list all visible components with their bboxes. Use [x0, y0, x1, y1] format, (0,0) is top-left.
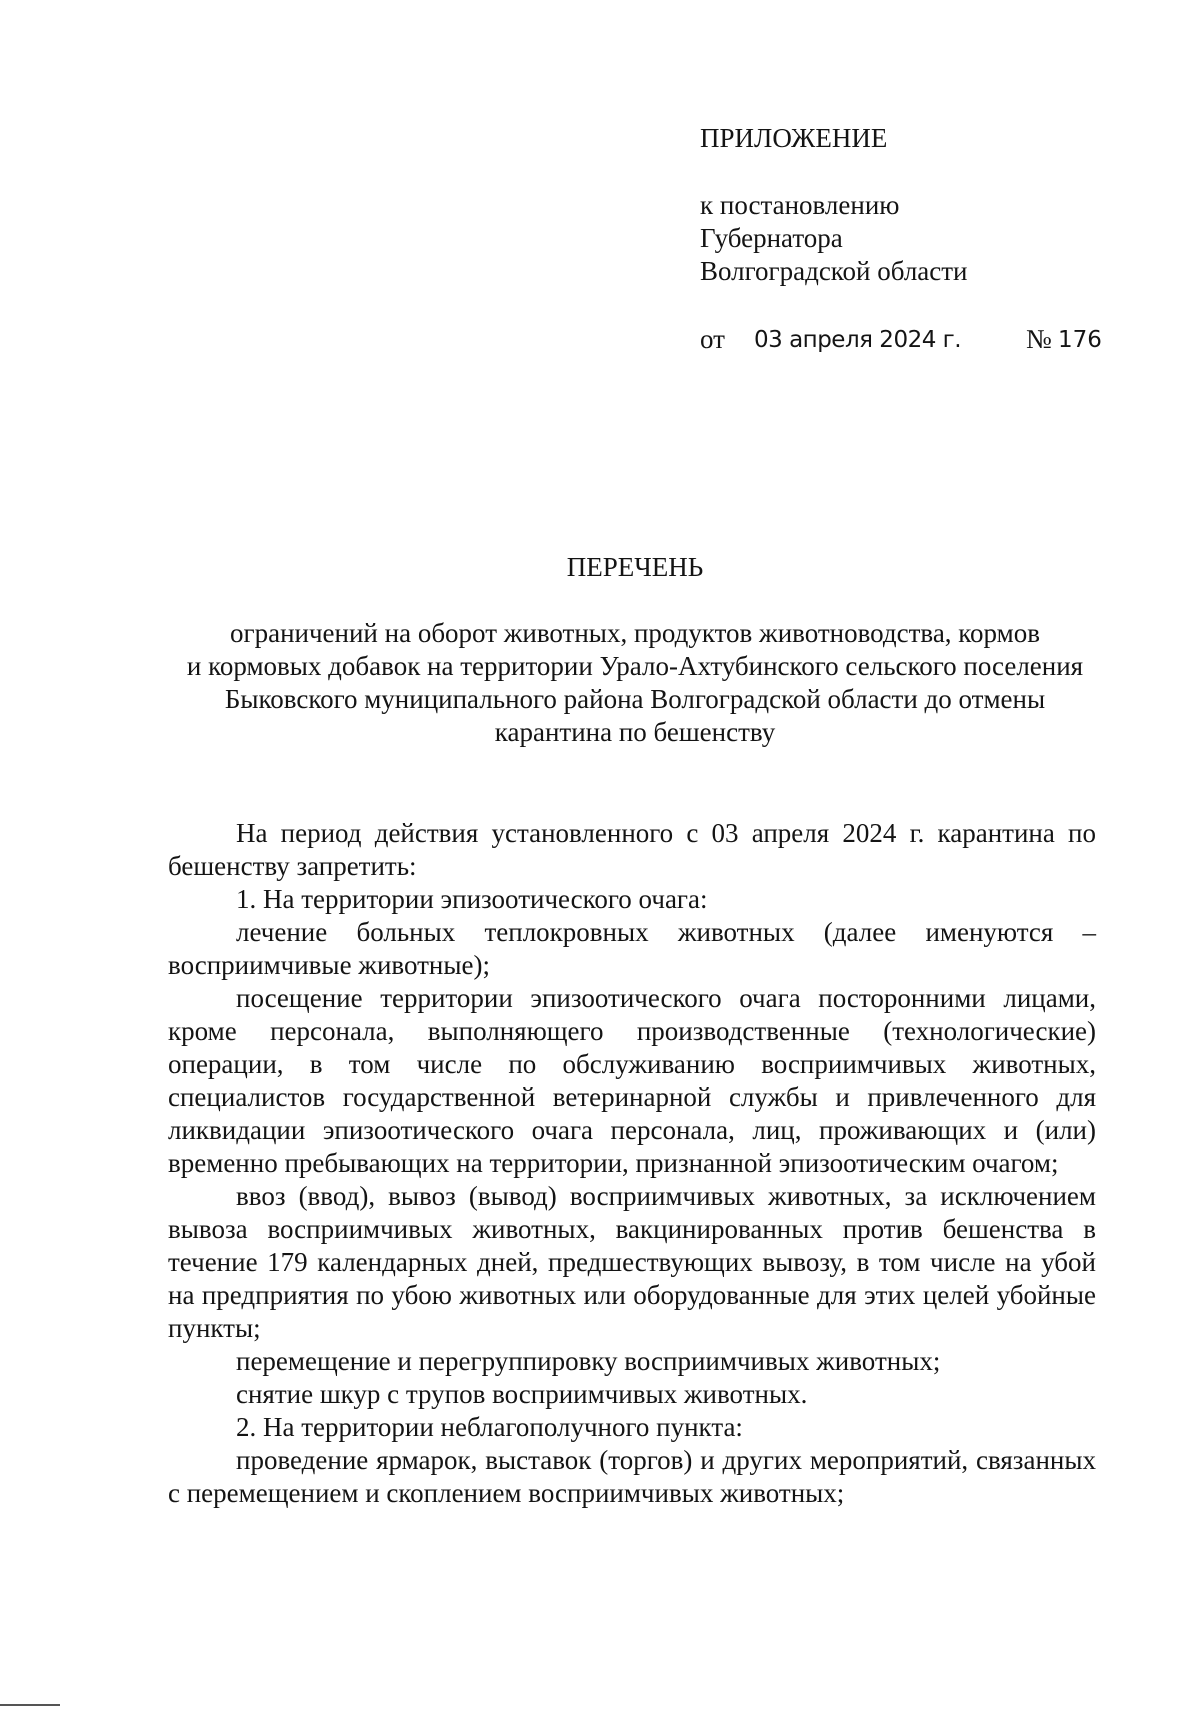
subtitle-line: ограничений на оборот животных, продуктов животноводства, кормов	[230, 618, 1040, 648]
appendix-block	[700, 122, 1160, 288]
document-body	[168, 817, 1096, 1510]
list-title: ПЕРЕЧЕНЬ	[566, 552, 704, 582]
number-sign: №	[1026, 324, 1052, 354]
section-1-title: 1. На территории эпизоотического очага:	[236, 884, 708, 914]
appendix-line-resolution: к постановлению	[700, 190, 900, 220]
section-1-item: перемещение и перегруппировку восприимчивых животных;	[236, 1346, 941, 1376]
scan-edge-mark	[0, 1704, 60, 1706]
section-2-item: проведение ярмарок, выставок (торгов) и других мероприятий, связанных с перемещением и скоплением восприимчивых животных;	[168, 1445, 1096, 1508]
subtitle-line: и кормовых добавок на территории Урало-Ахтубинского сельского поселения	[186, 651, 1084, 681]
appendix-title: ПРИЛОЖЕНИЕ	[700, 123, 888, 153]
subtitle-line: Быковского муниципального района Волгоградской области до отмены	[224, 684, 1046, 714]
section-1-item: посещение территории эпизоотического очага посторонними лицами, кроме персонала, выполняющего производственные (технологические) операции, в том числе по обслуживанию восприимчивых животных, специалистов государственной ветеринарной службы и привлеченного для ликвидации эпизоотического очага персонала, лиц, проживающих и (или) временно пребывающих на территории, признанной эпизоотическим очагом;	[168, 983, 1096, 1178]
resolution-date: 03 апреля 2024 г.	[754, 327, 962, 353]
section-2-title: 2. На территории неблагополучного пункта:	[236, 1412, 743, 1442]
section-1-item: лечение больных теплокровных животных (далее именуются – восприимчивые животные);	[168, 917, 1096, 980]
section-1-item: ввоз (ввод), вывоз (вывод) восприимчивых животных, за исключением вывоза восприимчивых животных, вакцинированных против бешенства в течение 179 календарных дней, предшествующих вывозу, в том числе на убой на предприятия по убою животных или оборудованные для этих целей убойные пункты;	[168, 1181, 1096, 1343]
list-subtitle	[160, 617, 1110, 749]
appendix-line-governor: Губернатора	[700, 223, 843, 253]
resolution-date-line	[700, 324, 1100, 360]
resolution-number: 176	[1058, 327, 1102, 353]
section-1-item: снятие шкур с трупов восприимчивых животных.	[236, 1379, 808, 1409]
date-prefix: от	[700, 324, 725, 354]
intro-paragraph: На период действия установленного с 03 апреля 2024 г. карантина по бешенству запретить:	[168, 818, 1096, 881]
subtitle-line: карантина по бешенству	[494, 717, 776, 747]
appendix-line-region: Волгоградской области	[700, 256, 968, 286]
